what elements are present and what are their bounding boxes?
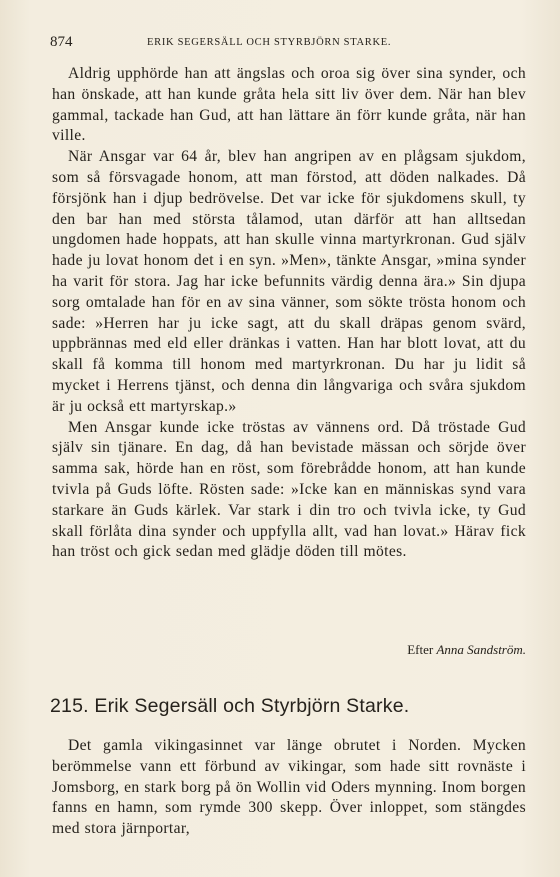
- paragraph: Det gamla vikingasinnet var länge obrutet i Norden. Mycken berömmelse vann ett förbund av vikingar, som hade sitt rovnäste i Jomsborg, en stark borg på ön Wollin vid Oders mynning. Inom borgen fanns en hamn, som rymde 300 skepp. Över inloppet, som stängdes med stora järnportar,: [52, 737, 526, 838]
- paragraph: När Ansgar var 64 år, blev han angripen av en plågsam sjukdom, som så försvagade honom, att man förstod, att döden nalkades. Då försjönk han i djup bedrövelse. Det var icke för sjukdomens skull, ty den bar han med största tålamod, utan därför att han alltsedan ungdomen hade hoppats, att han skulle vinna martyrkronan. Gud själv hade ju lovat honom det i en syn. »Men», tänkte Ansgar, »mina synder ha varit för stora. Jag har icke befunnits värdig denna ära.» Sin djupa sorg omtalade han för en av sina vänner, som sökte trösta honom och sade: »Herren har ju icke sagt, att du skall dräpas genom svärd, uppbrännas med eld eller dränkas i vatten. Han har blott lovat, att du skall få komma till honom med martyrkronan. Du har ju lidit så mycket i Herrens tjänst, och denna din långvariga och svåra sjukdom är ju också ett martyrskap.»: [52, 148, 526, 415]
- attribution-prefix: Efter: [407, 642, 437, 657]
- attribution: [407, 642, 526, 658]
- page-number: 874: [50, 34, 73, 50]
- attribution-author: Anna Sandström.: [436, 642, 526, 657]
- page-header: [50, 34, 525, 54]
- running-head: ERIK SEGERSÄLL OCH STYRBJÖRN STARKE.: [147, 37, 392, 48]
- section-heading: 215. Erik Segersäll och Styrbjörn Starke.: [50, 695, 410, 717]
- chapter-text-bottom: [52, 736, 526, 840]
- paragraph: Men Ansgar kunde icke tröstas av vännens ord. Då tröstade Gud själv sin tjänare. En dag, då han bevistade mässan och sörjde över samma sak, hörde han en röst, som förebrådde honom, att han kunde tvivla på Guds löfte. Rösten sade: »Icke kan en människas synd vara starkare än Guds kärlek. Var stark i din tro och tvivla icke, ty Gud skall förlåta dina synder och uppfylla allt, vad han lovat.» Härav fick han tröst och gick sedan med glädje döden till mötes.: [52, 418, 526, 561]
- paragraph: Aldrig upphörde han att ängslas och oroa sig över sina synder, och han önskade, att han kunde gråta hela sitt liv över dem. När han blev gammal, tackade han Gud, att han lättare än förr kunde gråta, när han ville.: [52, 65, 526, 145]
- chapter-text-top: [52, 64, 526, 563]
